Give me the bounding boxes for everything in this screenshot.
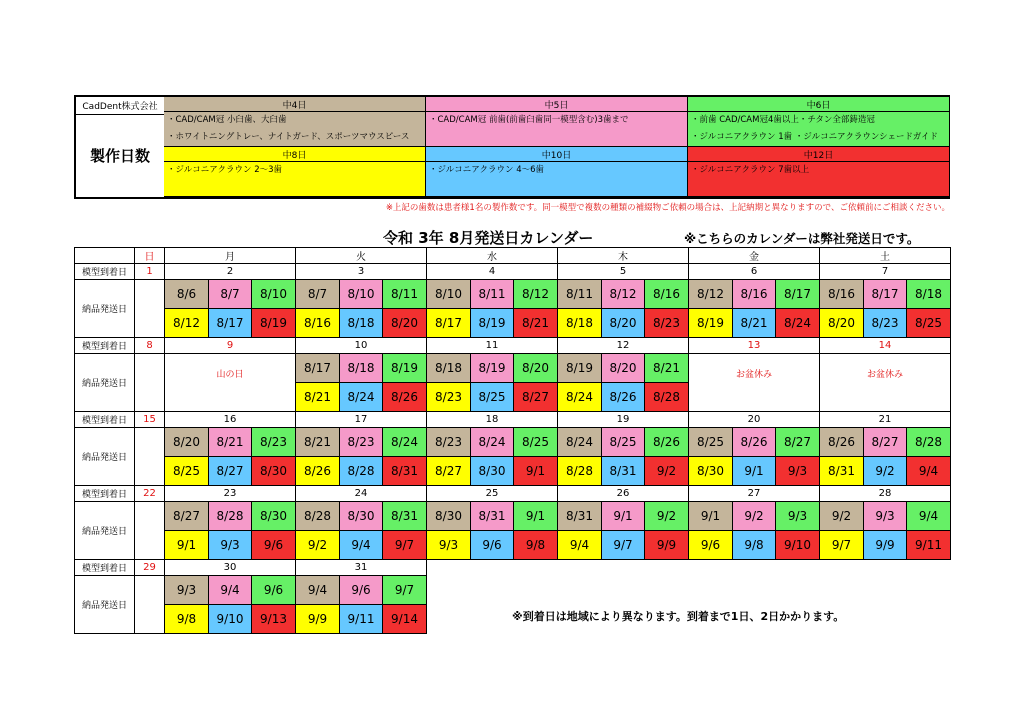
ship-date-cell: 9/1: [732, 456, 776, 486]
arrival-day: 19: [557, 411, 689, 428]
ship-date-cell: 9/4: [295, 575, 340, 605]
ship-date-cell: 9/7: [382, 575, 427, 605]
ship-date-cell: 8/31: [819, 456, 864, 486]
ship-date-cell: 8/21: [513, 308, 558, 338]
ship-date-cell: 8/30: [426, 501, 471, 531]
ship-row-label: 納品発送日: [74, 427, 135, 486]
holiday-cell: 山の日: [164, 353, 296, 412]
ship-date-cell: 9/9: [295, 604, 340, 634]
ship-date-cell: 8/19: [382, 353, 427, 383]
ship-date-cell: 8/21: [732, 308, 776, 338]
weekday-header: 木: [557, 247, 689, 264]
weekday-header: 金: [688, 247, 820, 264]
ship-date-cell: 8/18: [426, 353, 471, 383]
production-days-header: 中12日: [688, 147, 950, 162]
weekday-header: 日: [134, 247, 165, 264]
ship-date-cell: 9/4: [339, 530, 383, 560]
ship-date-cell: 9/1: [688, 501, 733, 531]
product-line: ・ジルコニアクラウン 4〜6歯: [429, 165, 545, 175]
ship-date-cell: 9/2: [732, 501, 776, 531]
calendar-subtitle: ※こちらのカレンダーは弊社発送日です。: [684, 231, 920, 246]
ship-date-cell: 9/10: [208, 604, 252, 634]
ship-date-cell: 8/20: [382, 308, 427, 338]
arrival-day: 12: [557, 337, 689, 354]
arrival-day: 18: [426, 411, 558, 428]
ship-date-cell: 8/23: [644, 308, 689, 338]
ship-date-cell: 8/24: [557, 427, 602, 457]
arrival-row-label: 模型到着日: [74, 337, 135, 354]
arrival-row-label: 模型到着日: [74, 411, 135, 428]
ship-date-cell: 9/1: [513, 456, 558, 486]
ship-date-cell: 9/11: [339, 604, 383, 634]
ship-date-cell: 8/21: [208, 427, 252, 457]
holiday-cell: お盆休み: [819, 353, 951, 412]
ship-date-cell: 8/27: [513, 382, 558, 412]
ship-date-cell: 9/2: [644, 501, 689, 531]
ship-date-cell: 8/26: [601, 382, 645, 412]
ship-date-cell: 8/19: [470, 353, 514, 383]
arrival-day: 29: [134, 559, 165, 576]
calendar-title: 令和 3年 8月発送日カレンダー: [383, 229, 594, 247]
product-line: ・ホワイトニングトレー、ナイトガード、スポーツマウスピース: [167, 132, 410, 142]
ship-date-cell: 8/27: [426, 456, 471, 486]
product-line: ・ジルコニアクラウン 1歯 ・ジルコニアクラウンシェードガイド: [691, 132, 938, 142]
ship-date-cell: 8/26: [819, 427, 864, 457]
ship-date-cell: 9/4: [557, 530, 602, 560]
ship-date-cell: 8/28: [906, 427, 951, 457]
product-line: ・CAD/CAM冠 前歯(前歯臼歯同一模型含む)3歯まで: [429, 115, 629, 125]
arrival-day: 23: [164, 485, 296, 502]
arrival-day: 30: [164, 559, 296, 576]
arrival-row-label: 模型到着日: [74, 485, 135, 502]
arrival-row-label: 模型到着日: [74, 263, 135, 280]
arrival-day: 17: [295, 411, 427, 428]
ship-date-cell: 9/1: [164, 530, 209, 560]
weekday-header: 月: [164, 247, 296, 264]
ship-date-cell: 9/3: [164, 575, 209, 605]
ship-date-cell: 9/7: [819, 530, 864, 560]
ship-date-cell: 8/26: [644, 427, 689, 457]
sunday-empty-cell: [134, 501, 165, 560]
arrival-day: 25: [426, 485, 558, 502]
sunday-empty-cell: [134, 427, 165, 486]
production-days-items: [164, 112, 426, 147]
ship-date-cell: 8/24: [557, 382, 602, 412]
production-days-items: [426, 162, 688, 197]
ship-date-cell: 9/9: [863, 530, 907, 560]
arrival-day: 16: [164, 411, 296, 428]
ship-date-cell: 8/25: [470, 382, 514, 412]
production-days-header: 中5日: [426, 97, 688, 112]
production-days-table: [74, 95, 950, 199]
ship-date-cell: 8/27: [208, 456, 252, 486]
product-line: ・前歯 CAD/CAM冠4歯以上・チタン全部鋳造冠: [691, 115, 875, 125]
sunday-empty-cell: [134, 575, 165, 634]
ship-date-cell: 8/25: [688, 427, 733, 457]
ship-row-label: 納品発送日: [74, 501, 135, 560]
ship-date-cell: 9/2: [295, 530, 340, 560]
ship-date-cell: 9/13: [251, 604, 296, 634]
ship-date-cell: 8/31: [382, 501, 427, 531]
arrival-day: 8: [134, 337, 165, 354]
holiday-cell: お盆休み: [688, 353, 820, 412]
arrival-day: 31: [295, 559, 427, 576]
ship-date-cell: 8/28: [339, 456, 383, 486]
ship-date-cell: 8/17: [863, 279, 907, 309]
ship-date-cell: 9/7: [382, 530, 427, 560]
production-days-items: [426, 112, 688, 147]
product-line: ・CAD/CAM冠 小臼歯、大臼歯: [167, 115, 287, 125]
ship-date-cell: 9/14: [382, 604, 427, 634]
ship-date-cell: 8/28: [208, 501, 252, 531]
ship-date-cell: 8/16: [732, 279, 776, 309]
arrival-day: 4: [426, 263, 558, 280]
arrival-note: ※到着日は地域により異なります。到着まで1日、2日かかります。: [512, 610, 845, 623]
production-days-items: [688, 112, 950, 147]
arrival-day: 27: [688, 485, 820, 502]
ship-date-cell: 8/26: [295, 456, 340, 486]
ship-date-cell: 9/11: [906, 530, 951, 560]
sunday-empty-cell: [134, 353, 165, 412]
production-days-header: 中6日: [688, 97, 950, 112]
ship-date-cell: 9/4: [906, 456, 951, 486]
ship-date-cell: 8/27: [775, 427, 820, 457]
ship-date-cell: 8/18: [557, 308, 602, 338]
ship-date-cell: 8/28: [295, 501, 340, 531]
arrival-day: 26: [557, 485, 689, 502]
corner-cell: [74, 247, 135, 264]
ship-date-cell: 9/6: [251, 530, 296, 560]
production-days-header: 中8日: [164, 147, 426, 162]
arrival-day: 10: [295, 337, 427, 354]
ship-date-cell: 8/31: [470, 501, 514, 531]
ship-date-cell: 9/2: [863, 456, 907, 486]
arrival-day: 14: [819, 337, 951, 354]
arrival-day: 11: [426, 337, 558, 354]
production-days-header: 中4日: [164, 97, 426, 112]
weekday-header: 水: [426, 247, 558, 264]
ship-date-cell: 8/30: [339, 501, 383, 531]
ship-date-cell: 8/11: [382, 279, 427, 309]
company-name: CadDent株式会社: [76, 97, 165, 115]
ship-date-cell: 9/1: [601, 501, 645, 531]
ship-date-cell: 8/12: [688, 279, 733, 309]
ship-date-cell: 8/11: [557, 279, 602, 309]
ship-date-cell: 8/25: [164, 456, 209, 486]
arrival-day: 20: [688, 411, 820, 428]
arrival-day: 5: [557, 263, 689, 280]
ship-date-cell: 9/3: [775, 456, 820, 486]
ship-date-cell: 8/10: [251, 279, 296, 309]
ship-date-cell: 9/3: [208, 530, 252, 560]
ship-date-cell: 8/21: [644, 353, 689, 383]
ship-date-cell: 8/20: [819, 308, 864, 338]
ship-date-cell: 8/23: [339, 427, 383, 457]
ship-row-label: 納品発送日: [74, 279, 135, 338]
ship-date-cell: 8/20: [164, 427, 209, 457]
ship-date-cell: 9/6: [251, 575, 296, 605]
ship-date-cell: 8/20: [601, 308, 645, 338]
weekday-header: 火: [295, 247, 427, 264]
arrival-day: 6: [688, 263, 820, 280]
ship-date-cell: 8/23: [426, 427, 471, 457]
ship-date-cell: 8/17: [775, 279, 820, 309]
ship-date-cell: 8/25: [906, 308, 951, 338]
production-days-header: 中10日: [426, 147, 688, 162]
ship-date-cell: 9/7: [601, 530, 645, 560]
ship-date-cell: 8/19: [557, 353, 602, 383]
ship-date-cell: 8/23: [863, 308, 907, 338]
ship-date-cell: 8/16: [644, 279, 689, 309]
ship-date-cell: 9/9: [644, 530, 689, 560]
ship-date-cell: 8/19: [251, 308, 296, 338]
arrival-day: 28: [819, 485, 951, 502]
ship-date-cell: 9/8: [732, 530, 776, 560]
ship-date-cell: 9/3: [775, 501, 820, 531]
ship-date-cell: 8/7: [295, 279, 340, 309]
ship-date-cell: 8/12: [513, 279, 558, 309]
ship-date-cell: 8/16: [295, 308, 340, 338]
ship-date-cell: 9/2: [819, 501, 864, 531]
arrival-day: 21: [819, 411, 951, 428]
ship-date-cell: 8/20: [601, 353, 645, 383]
ship-date-cell: 8/12: [601, 279, 645, 309]
ship-date-cell: 8/10: [339, 279, 383, 309]
ship-date-cell: 8/31: [601, 456, 645, 486]
ship-date-cell: 9/2: [644, 456, 689, 486]
production-days-items: [164, 162, 426, 197]
arrival-day: 13: [688, 337, 820, 354]
ship-date-cell: 9/3: [863, 501, 907, 531]
ship-date-cell: 8/27: [863, 427, 907, 457]
ship-date-cell: 9/8: [513, 530, 558, 560]
weekday-header: 土: [819, 247, 951, 264]
arrival-day: 1: [134, 263, 165, 280]
ship-date-cell: 8/23: [251, 427, 296, 457]
arrival-row-label: 模型到着日: [74, 559, 135, 576]
ship-date-cell: 8/24: [470, 427, 514, 457]
ship-date-cell: 9/10: [775, 530, 820, 560]
ship-date-cell: 8/30: [251, 456, 296, 486]
arrival-day: 7: [819, 263, 951, 280]
ship-date-cell: 9/1: [513, 501, 558, 531]
ship-date-cell: 8/26: [732, 427, 776, 457]
ship-date-cell: 8/11: [470, 279, 514, 309]
ship-date-cell: 8/19: [688, 308, 733, 338]
ship-date-cell: 8/18: [339, 353, 383, 383]
arrival-day: 15: [134, 411, 165, 428]
ship-date-cell: 9/6: [339, 575, 383, 605]
ship-date-cell: 8/17: [295, 353, 340, 383]
product-line: ・ジルコニアクラウン 7歯以上: [691, 165, 810, 175]
ship-date-cell: 8/27: [164, 501, 209, 531]
ship-date-cell: 8/16: [819, 279, 864, 309]
product-line: ・ジルコニアクラウン 2〜3歯: [167, 165, 283, 175]
ship-date-cell: 8/12: [164, 308, 209, 338]
ship-date-cell: 8/18: [339, 308, 383, 338]
ship-date-cell: 8/21: [295, 382, 340, 412]
arrival-day: 3: [295, 263, 427, 280]
production-days-items: [688, 162, 950, 197]
ship-date-cell: 8/30: [470, 456, 514, 486]
production-days-title: 製作日数: [76, 114, 165, 197]
arrival-day: 24: [295, 485, 427, 502]
ship-date-cell: 8/26: [382, 382, 427, 412]
ship-date-cell: 9/4: [208, 575, 252, 605]
tooth-count-note: ※上記の歯数は患者様1名の製作数です。同一模型で複数の種類の補綴物ご依頼の場合は、上記納期と異なりますので、ご依頼前にご相談ください。: [385, 203, 950, 213]
ship-date-cell: 8/28: [644, 382, 689, 412]
ship-date-cell: 8/20: [513, 353, 558, 383]
ship-date-cell: 9/8: [164, 604, 209, 634]
arrival-day: 22: [134, 485, 165, 502]
ship-date-cell: 8/25: [601, 427, 645, 457]
ship-date-cell: 8/18: [906, 279, 951, 309]
ship-date-cell: 8/24: [382, 427, 427, 457]
ship-date-cell: 8/31: [557, 501, 602, 531]
ship-date-cell: 9/4: [906, 501, 951, 531]
ship-date-cell: 8/28: [557, 456, 602, 486]
ship-row-label: 納品発送日: [74, 353, 135, 412]
ship-date-cell: 8/17: [426, 308, 471, 338]
arrival-day: 2: [164, 263, 296, 280]
ship-date-cell: 8/19: [470, 308, 514, 338]
ship-date-cell: 9/3: [426, 530, 471, 560]
ship-date-cell: 8/6: [164, 279, 209, 309]
ship-date-cell: 9/6: [470, 530, 514, 560]
ship-date-cell: 8/23: [426, 382, 471, 412]
ship-date-cell: 8/31: [382, 456, 427, 486]
ship-date-cell: 8/30: [688, 456, 733, 486]
ship-date-cell: 8/24: [339, 382, 383, 412]
arrival-day: 9: [164, 337, 296, 354]
sunday-empty-cell: [134, 279, 165, 338]
ship-date-cell: 9/6: [688, 530, 733, 560]
ship-date-cell: 8/21: [295, 427, 340, 457]
ship-row-label: 納品発送日: [74, 575, 135, 634]
ship-date-cell: 8/25: [513, 427, 558, 457]
ship-date-cell: 8/10: [426, 279, 471, 309]
ship-date-cell: 8/24: [775, 308, 820, 338]
ship-date-cell: 8/17: [208, 308, 252, 338]
ship-date-cell: 8/7: [208, 279, 252, 309]
ship-date-cell: 8/30: [251, 501, 296, 531]
